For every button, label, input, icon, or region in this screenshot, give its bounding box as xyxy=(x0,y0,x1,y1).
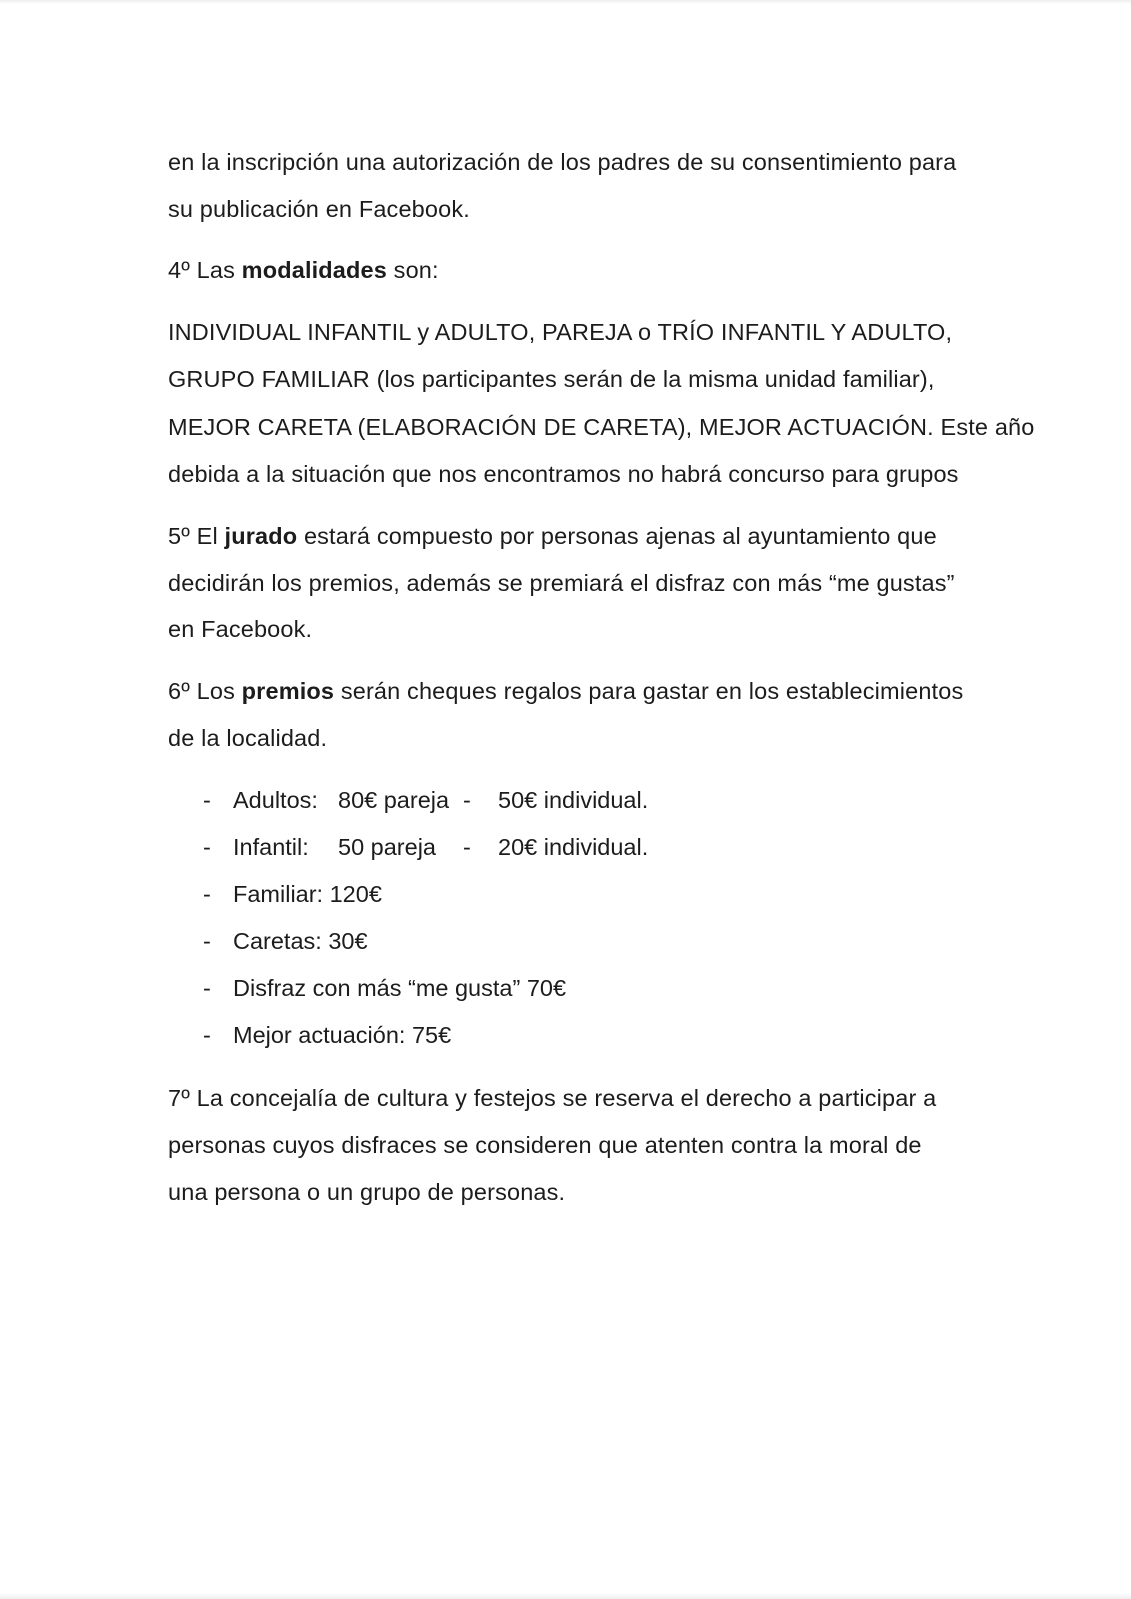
section5-heading xyxy=(168,521,937,551)
section7-line-1-text: La concejalía de cultura y festejos se reserva el derecho a participar a xyxy=(196,1085,937,1111)
modalidades-line-1: INDIVIDUAL INFANTIL y ADULTO, PAREJA o TRÍO INFANTIL Y ADULTO, xyxy=(168,319,953,345)
section6-post: serán cheques regalos para gastar en los establecimientos xyxy=(340,678,964,704)
section7-line-2: personas cuyos disfraces se consideren que atenten contra la moral de xyxy=(168,1132,922,1158)
section7-line-1 xyxy=(168,1083,936,1113)
scan-edge-top xyxy=(0,0,1131,4)
prize-value-a: 80€ pareja xyxy=(338,787,450,813)
section5-line-3: en Facebook. xyxy=(168,616,313,642)
section5-pre: El xyxy=(196,523,218,549)
prize-text: Familiar: 120€ xyxy=(233,881,382,907)
section6-line-2: de la localidad. xyxy=(168,725,328,751)
list-dash: - xyxy=(203,928,211,954)
section4-post: son: xyxy=(393,257,439,283)
prize-separator: - xyxy=(463,834,471,860)
prize-text: Caretas: 30€ xyxy=(233,928,368,954)
list-dash: - xyxy=(203,881,211,907)
list-dash: - xyxy=(203,1022,211,1048)
section7-number: 7º xyxy=(168,1085,190,1111)
section6-pre: Los xyxy=(196,678,235,704)
prize-text: Disfraz con más “me gusta” 70€ xyxy=(233,975,567,1001)
prize-label: Adultos: xyxy=(233,787,318,813)
prize-text: Mejor actuación: 75€ xyxy=(233,1022,452,1048)
section4-heading xyxy=(168,255,439,285)
section4-pre: Las xyxy=(196,257,235,283)
prize-value-a: 50 pareja xyxy=(338,834,436,860)
modalidades-line-2: GRUPO FAMILIAR (los participantes serán de la misma unidad familiar), xyxy=(168,366,935,392)
prize-separator: - xyxy=(463,787,471,813)
list-dash: - xyxy=(203,834,211,860)
intro-line-2: su publicación en Facebook. xyxy=(168,196,470,222)
section6-heading xyxy=(168,676,963,706)
section5-number: 5º xyxy=(168,523,190,549)
prize-value-b: 20€ individual. xyxy=(498,834,649,860)
prize-label: Infantil: xyxy=(233,834,309,860)
section4-number: 4º xyxy=(168,257,190,283)
section6-number: 6º xyxy=(168,678,190,704)
prize-value-b: 50€ individual. xyxy=(498,787,649,813)
modalidades-line-3: MEJOR CARETA (ELABORACIÓN DE CARETA), MEJOR ACTUACIÓN. Este año xyxy=(168,414,1035,440)
section6-bold: premios xyxy=(241,678,335,704)
section5-post: estará compuesto por personas ajenas al ayuntamiento que xyxy=(303,523,937,549)
section5-bold: jurado xyxy=(224,523,298,549)
section4-bold: modalidades xyxy=(241,257,387,283)
scan-edge-bottom xyxy=(0,1593,1131,1599)
section7-line-3: una persona o un grupo de personas. xyxy=(168,1179,566,1205)
section5-line-2: decidirán los premios, además se premiará el disfraz con más “me gustas” xyxy=(168,570,955,596)
intro-line-1: en la inscripción una autorización de los padres de su consentimiento para xyxy=(168,149,957,175)
list-dash: - xyxy=(203,787,211,813)
list-dash: - xyxy=(203,975,211,1001)
modalidades-line-4: debida a la situación que nos encontramos no habrá concurso para grupos xyxy=(168,461,959,487)
